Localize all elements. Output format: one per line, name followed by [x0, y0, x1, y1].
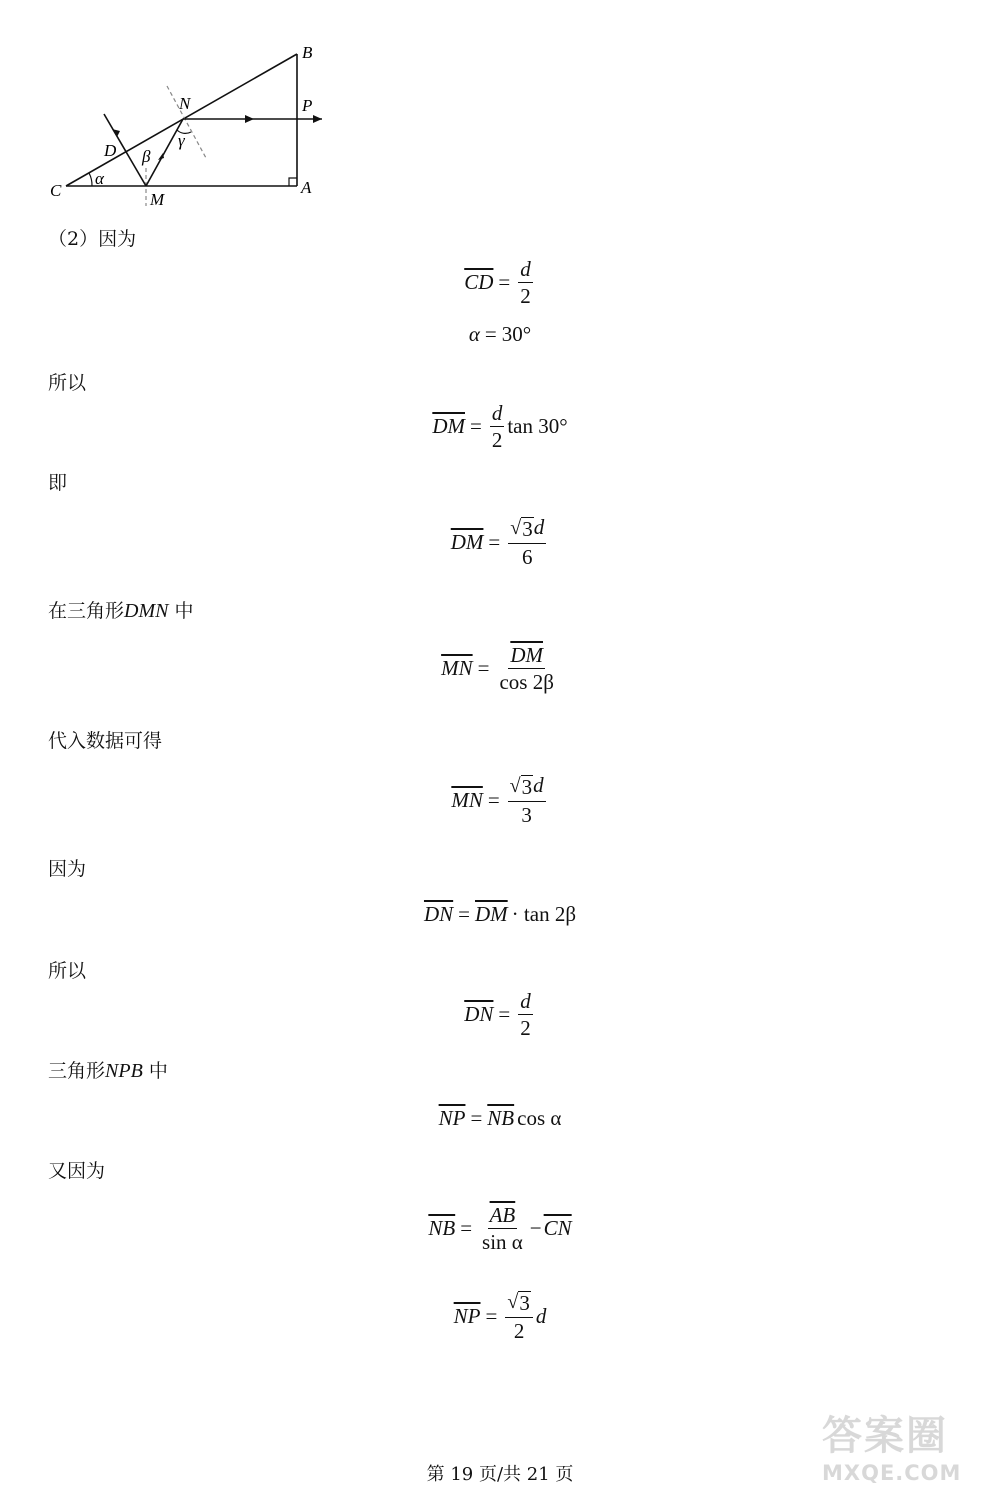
equation-alpha: α = 30° [468, 322, 532, 346]
eq2-rhs: 30° [501, 322, 532, 346]
para-suoyi-1: 所以 [48, 372, 87, 394]
equation-mn-value: $\overline{MN}$ = √ 3 d 3 [451, 773, 544, 828]
equation-np-cos: $\overline{NP}$ = $\overline{NB}$ cos α [438, 1106, 562, 1130]
label-b: B [302, 43, 313, 62]
eq3-fraction: $\frac{d}{2}$ [491, 401, 503, 453]
eq5-lhs: $\overline{MN}$ [441, 656, 473, 681]
equation-dm-value: $\overline{DM}$ = √ 3 d 6 [450, 515, 545, 570]
label-d: D [104, 141, 117, 160]
side-cb [66, 54, 297, 186]
eq7-rhs: $\overline{DM}$ [475, 902, 508, 926]
emergent-arrow-2 [313, 115, 322, 123]
eq11-lhs: $\overline{NP}$ [453, 1303, 481, 1328]
eq9-tail: cos α [517, 1106, 562, 1130]
eq7-tail: · tan 2β [511, 902, 577, 926]
eq8-fraction: $\frac{d}{2}$ [520, 989, 531, 1041]
para-triangle-npb: 三角形NPB 中 [48, 1060, 168, 1082]
para-youyinwei: 又因为 [48, 1160, 106, 1182]
para-triangle-dmn: 在三角形DMN 中 [48, 600, 194, 622]
eq4-fraction: √ 3 d 6 [510, 515, 545, 570]
equation-dn-tan: $\overline{DN}$ = $\overline{DM}$ · tan 2β [423, 902, 577, 926]
reflected-arrow [158, 153, 164, 160]
geometry-figure [40, 40, 340, 210]
label-alpha: α [95, 169, 104, 188]
eq6-fraction: √ 3 d 3 [509, 773, 544, 828]
eq8-lhs: $\overline{DN}$ [464, 1002, 494, 1027]
emergent-arrow-1 [245, 115, 254, 123]
eq11-fraction: √ 3 2 [505, 1290, 532, 1342]
eq5-fraction: $\frac{\overline{DM}}{\cos 2\beta}$ [499, 643, 554, 695]
eq7-lhs: $\overline{DN}$ [423, 902, 454, 926]
label-gamma: γ [178, 131, 185, 150]
para-ji: 即 [48, 472, 68, 494]
eq6-lhs: $\overline{MN}$ [451, 787, 483, 812]
eq2-lhs: α [468, 322, 480, 346]
eq10-minus: $\overline{CN}$ [543, 1216, 572, 1241]
label-a: A [301, 178, 312, 197]
eq10-fraction: $\frac{\overline{AB}}{\text{sin α}}$ [482, 1203, 523, 1255]
page-footer: 第 19 页/共 21 页 [426, 1464, 574, 1485]
para-yinwei: 因为 [48, 858, 87, 880]
watermark-logo: 答案圈 MXQE.COM [822, 1413, 962, 1485]
para-substitute: 代入数据可得 [48, 730, 163, 752]
eq11-tail: d [535, 1303, 547, 1328]
equation-dn-value: $\overline{DN}$ = $\frac{d}{2}$ [464, 989, 531, 1041]
para-suoyi-2: 所以 [48, 960, 87, 982]
equation-cd: $\overline{CD}$ = $\frac{d}{2}$ [464, 257, 531, 309]
equation-dm-tan: $\overline{DM}$ = $\frac{d}{2}$ tan 30° [432, 401, 568, 453]
eq3-tail: tan 30° [507, 414, 568, 439]
label-beta: β [142, 147, 151, 166]
equation-nb: $\overline{NB}$ = $\frac{\overline{AB}}{\text{sin α}}$ − $\overline{CN}$ [428, 1203, 572, 1255]
label-m: M [150, 190, 165, 209]
part2-heading: （2）因为 [48, 228, 137, 250]
eq1-lhs: $\overline{CD}$ [464, 270, 494, 295]
eq10-lhs: $\overline{NB}$ [428, 1216, 456, 1241]
label-c: C [50, 181, 62, 200]
label-n: N [179, 94, 191, 113]
equation-mn-cos: $\overline{MN}$ = $\frac{\overline{DM}}{\cos 2\beta}$ [441, 643, 554, 695]
eq1-fraction: $\frac{d}{2}$ [520, 257, 531, 309]
eq4-lhs: $\overline{DM}$ [450, 529, 484, 554]
equation-np-value: $\overline{NP}$ = √ 3 2 d [453, 1291, 547, 1344]
eq9-rhs: $\overline{NB}$ [487, 1106, 515, 1130]
alpha-arc [89, 173, 92, 186]
eq3-lhs: $\overline{DM}$ [432, 414, 465, 439]
eq9-lhs: $\overline{NP}$ [438, 1106, 466, 1130]
right-angle-mark [289, 178, 297, 186]
label-p: P [302, 96, 313, 115]
